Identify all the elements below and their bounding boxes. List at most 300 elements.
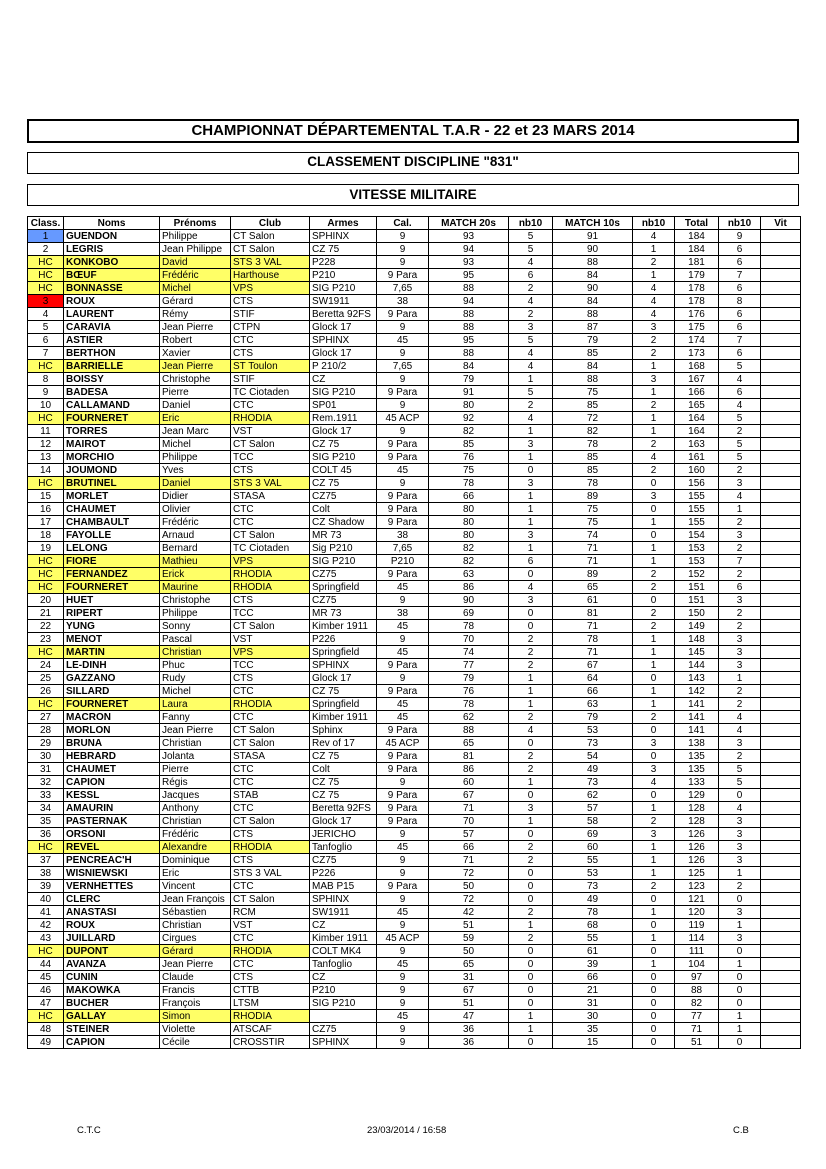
caliber-cell: 45: [377, 698, 429, 711]
club-cell: RHODIA: [231, 568, 310, 581]
nb10-cell: 0: [509, 867, 553, 880]
first-name-cell: Cécile: [160, 1036, 231, 1049]
match10-cell: 62: [553, 789, 633, 802]
vit-cell: [761, 828, 801, 841]
first-name-cell: Philippe: [160, 451, 231, 464]
club-cell: CTC: [231, 763, 310, 776]
nb10-cell: 4: [509, 360, 553, 373]
nb10-cell: 4: [509, 295, 553, 308]
nb10-cell: 2: [509, 932, 553, 945]
first-name-cell: Maurine: [160, 581, 231, 594]
club-cell: CT Salon: [231, 815, 310, 828]
first-name-cell: Philippe: [160, 230, 231, 243]
nb10-cell: 3: [719, 529, 761, 542]
weapon-cell: SW1911: [310, 295, 377, 308]
table-row: [28, 867, 801, 880]
table-row: [28, 971, 801, 984]
nb10-cell: 2: [509, 711, 553, 724]
rank-cell: 39: [28, 880, 64, 893]
weapon-cell: CZ 75: [310, 477, 377, 490]
total-cell: 126: [675, 828, 719, 841]
club-cell: CT Salon: [231, 724, 310, 737]
nb10-cell: 5: [509, 243, 553, 256]
match10-cell: 61: [553, 945, 633, 958]
caliber-cell: 9 Para: [377, 386, 429, 399]
club-cell: CT Salon: [231, 893, 310, 906]
match10-cell: 15: [553, 1036, 633, 1049]
nb10-cell: 3: [719, 477, 761, 490]
match20-cell: 77: [429, 659, 509, 672]
match10-cell: 78: [553, 438, 633, 451]
match20-cell: 76: [429, 451, 509, 464]
vit-cell: [761, 295, 801, 308]
club-cell: CTC: [231, 932, 310, 945]
nb10-cell: 2: [719, 568, 761, 581]
caliber-cell: 9: [377, 373, 429, 386]
caliber-cell: 9: [377, 854, 429, 867]
vit-cell: [761, 243, 801, 256]
nb10-cell: 4: [633, 282, 675, 295]
vit-cell: [761, 932, 801, 945]
nb10-cell: 0: [719, 789, 761, 802]
name-cell: PENCREAC'H: [64, 854, 160, 867]
club-cell: CTTB: [231, 984, 310, 997]
club-cell: CTS: [231, 971, 310, 984]
club-cell: STIF: [231, 308, 310, 321]
rank-cell: 8: [28, 373, 64, 386]
weapon-cell: CZ75: [310, 490, 377, 503]
match10-cell: 64: [553, 672, 633, 685]
match20-cell: 50: [429, 880, 509, 893]
first-name-cell: Xavier: [160, 347, 231, 360]
vit-cell: [761, 321, 801, 334]
name-cell: ANASTASI: [64, 906, 160, 919]
first-name-cell: Frédéric: [160, 269, 231, 282]
match20-cell: 65: [429, 958, 509, 971]
nb10-cell: 3: [719, 633, 761, 646]
club-cell: CTS: [231, 854, 310, 867]
total-cell: 167: [675, 373, 719, 386]
name-cell: WISNIEWSKI: [64, 867, 160, 880]
match10-cell: 75: [553, 503, 633, 516]
match10-cell: 79: [553, 334, 633, 347]
vit-cell: [761, 620, 801, 633]
name-cell: MARTIN: [64, 646, 160, 659]
club-cell: ST Toulon: [231, 360, 310, 373]
table-row: [28, 568, 801, 581]
name-cell: MORCHIO: [64, 451, 160, 464]
first-name-cell: Michel: [160, 282, 231, 295]
nb10-cell: 1: [633, 269, 675, 282]
nb10-cell: 1: [509, 698, 553, 711]
match10-cell: 65: [553, 581, 633, 594]
total-cell: 141: [675, 698, 719, 711]
club-cell: VPS: [231, 555, 310, 568]
table-row: [28, 698, 801, 711]
name-cell: BRUNA: [64, 737, 160, 750]
match20-cell: 67: [429, 789, 509, 802]
name-cell: GALLAY: [64, 1010, 160, 1023]
weapon-cell: SPHINX: [310, 659, 377, 672]
club-cell: STASA: [231, 750, 310, 763]
nb10-cell: 1: [509, 1010, 553, 1023]
footer-right: C.B: [733, 1125, 749, 1136]
rank-cell: 20: [28, 594, 64, 607]
rank-cell: 21: [28, 607, 64, 620]
table-row: [28, 321, 801, 334]
nb10-cell: 2: [633, 347, 675, 360]
nb10-cell: 1: [633, 867, 675, 880]
match20-cell: 94: [429, 295, 509, 308]
vit-cell: [761, 516, 801, 529]
vit-cell: [761, 737, 801, 750]
rank-cell: 4: [28, 308, 64, 321]
nb10-cell: 2: [633, 607, 675, 620]
match20-cell: 95: [429, 334, 509, 347]
match10-cell: 73: [553, 737, 633, 750]
nb10-cell: 0: [633, 1010, 675, 1023]
rank-cell: 47: [28, 997, 64, 1010]
rank-cell: HC: [28, 1010, 64, 1023]
caliber-cell: 9: [377, 477, 429, 490]
nb10-cell: 1: [509, 503, 553, 516]
club-cell: RHODIA: [231, 945, 310, 958]
nb10-cell: 1: [509, 516, 553, 529]
first-name-cell: Robert: [160, 334, 231, 347]
club-cell: CT Salon: [231, 620, 310, 633]
club-cell: RHODIA: [231, 841, 310, 854]
name-cell: FOURNERET: [64, 698, 160, 711]
table-row: [28, 555, 801, 568]
category-heading: VITESSE MILITAIRE: [27, 184, 799, 206]
vit-cell: [761, 698, 801, 711]
match10-cell: 90: [553, 243, 633, 256]
rank-cell: HC: [28, 256, 64, 269]
club-cell: CTS: [231, 295, 310, 308]
name-cell: BUCHER: [64, 997, 160, 1010]
match10-cell: 71: [553, 620, 633, 633]
first-name-cell: Pierre: [160, 386, 231, 399]
table-row: [28, 334, 801, 347]
total-cell: 126: [675, 841, 719, 854]
total-cell: 164: [675, 412, 719, 425]
total-cell: 155: [675, 503, 719, 516]
first-name-cell: Christian: [160, 646, 231, 659]
table-row: [28, 841, 801, 854]
caliber-cell: 9 Para: [377, 880, 429, 893]
caliber-cell: 38: [377, 529, 429, 542]
col-header: Class.: [28, 217, 64, 230]
match10-cell: 66: [553, 685, 633, 698]
match10-cell: 60: [553, 841, 633, 854]
total-cell: 142: [675, 685, 719, 698]
club-cell: TCC: [231, 607, 310, 620]
nb10-cell: 3: [719, 737, 761, 750]
match20-cell: 65: [429, 737, 509, 750]
nb10-cell: 3: [719, 828, 761, 841]
nb10-cell: 4: [633, 308, 675, 321]
caliber-cell: 9: [377, 243, 429, 256]
rank-cell: 7: [28, 347, 64, 360]
first-name-cell: Arnaud: [160, 529, 231, 542]
table-row: [28, 243, 801, 256]
match20-cell: 82: [429, 542, 509, 555]
nb10-cell: 2: [719, 516, 761, 529]
caliber-cell: 9 Para: [377, 815, 429, 828]
vit-cell: [761, 880, 801, 893]
vit-cell: [761, 594, 801, 607]
match20-cell: 63: [429, 568, 509, 581]
table-row: [28, 373, 801, 386]
total-cell: 111: [675, 945, 719, 958]
weapon-cell: COLT MK4: [310, 945, 377, 958]
rank-cell: 32: [28, 776, 64, 789]
total-cell: 128: [675, 815, 719, 828]
rank-cell: 15: [28, 490, 64, 503]
rank-cell: 48: [28, 1023, 64, 1036]
rank-cell: 31: [28, 763, 64, 776]
vit-cell: [761, 581, 801, 594]
nb10-cell: 3: [509, 529, 553, 542]
col-header: nb10: [633, 217, 675, 230]
match20-cell: 80: [429, 503, 509, 516]
total-cell: 143: [675, 672, 719, 685]
name-cell: YUNG: [64, 620, 160, 633]
vit-cell: [761, 451, 801, 464]
total-cell: 155: [675, 490, 719, 503]
table-row: [28, 516, 801, 529]
nb10-cell: 0: [509, 828, 553, 841]
name-cell: MENOT: [64, 633, 160, 646]
caliber-cell: 9: [377, 633, 429, 646]
total-cell: 120: [675, 906, 719, 919]
nb10-cell: 1: [509, 815, 553, 828]
table-row: [28, 919, 801, 932]
nb10-cell: 0: [633, 529, 675, 542]
nb10-cell: 2: [633, 438, 675, 451]
match20-cell: 66: [429, 490, 509, 503]
footer-timestamp: 23/03/2014 / 16:58: [367, 1125, 447, 1136]
nb10-cell: 1: [633, 412, 675, 425]
total-cell: 141: [675, 724, 719, 737]
match20-cell: 62: [429, 711, 509, 724]
weapon-cell: CZ 75: [310, 789, 377, 802]
nb10-cell: 1: [633, 854, 675, 867]
nb10-cell: 3: [509, 438, 553, 451]
rank-cell: HC: [28, 477, 64, 490]
total-cell: 173: [675, 347, 719, 360]
match10-cell: 78: [553, 477, 633, 490]
club-cell: CTS: [231, 464, 310, 477]
table-row: [28, 529, 801, 542]
match20-cell: 36: [429, 1036, 509, 1049]
total-cell: 166: [675, 386, 719, 399]
vit-cell: [761, 230, 801, 243]
nb10-cell: 4: [719, 711, 761, 724]
club-cell: RHODIA: [231, 412, 310, 425]
club-cell: RCM: [231, 906, 310, 919]
nb10-cell: 2: [509, 659, 553, 672]
vit-cell: [761, 568, 801, 581]
col-header: Cal.: [377, 217, 429, 230]
rank-cell: 34: [28, 802, 64, 815]
nb10-cell: 0: [633, 1023, 675, 1036]
vit-cell: [761, 334, 801, 347]
club-cell: CT Salon: [231, 529, 310, 542]
name-cell: CHAUMET: [64, 763, 160, 776]
vit-cell: [761, 711, 801, 724]
nb10-cell: 1: [633, 360, 675, 373]
rank-cell: 29: [28, 737, 64, 750]
caliber-cell: 9 Para: [377, 789, 429, 802]
nb10-cell: 0: [633, 724, 675, 737]
weapon-cell: Glock 17: [310, 815, 377, 828]
table-row: [28, 802, 801, 815]
club-cell: CT Salon: [231, 737, 310, 750]
nb10-cell: 4: [719, 724, 761, 737]
nb10-cell: 0: [509, 971, 553, 984]
name-cell: AVANZA: [64, 958, 160, 971]
caliber-cell: 9: [377, 230, 429, 243]
weapon-cell: P226: [310, 867, 377, 880]
name-cell: MAKOWKA: [64, 984, 160, 997]
table-row: [28, 711, 801, 724]
name-cell: VERNHETTES: [64, 880, 160, 893]
nb10-cell: 7: [719, 269, 761, 282]
weapon-cell: SIG P210: [310, 997, 377, 1010]
vit-cell: [761, 906, 801, 919]
match10-cell: 85: [553, 464, 633, 477]
rank-cell: HC: [28, 646, 64, 659]
weapon-cell: Sphinx: [310, 724, 377, 737]
vit-cell: [761, 646, 801, 659]
col-header: Vit: [761, 217, 801, 230]
weapon-cell: CZ75: [310, 1023, 377, 1036]
club-cell: CTC: [231, 711, 310, 724]
match10-cell: 89: [553, 490, 633, 503]
nb10-cell: 1: [633, 516, 675, 529]
nb10-cell: 6: [509, 555, 553, 568]
club-cell: CT Salon: [231, 438, 310, 451]
nb10-cell: 2: [509, 633, 553, 646]
caliber-cell: 9 Para: [377, 503, 429, 516]
table-row: [28, 1010, 801, 1023]
weapon-cell: SPHINX: [310, 334, 377, 347]
match20-cell: 92: [429, 412, 509, 425]
vit-cell: [761, 893, 801, 906]
name-cell: LEGRIS: [64, 243, 160, 256]
table-row: [28, 776, 801, 789]
nb10-cell: 3: [719, 906, 761, 919]
table-row: [28, 490, 801, 503]
nb10-cell: 4: [633, 295, 675, 308]
first-name-cell: Bernard: [160, 542, 231, 555]
nb10-cell: 4: [509, 724, 553, 737]
table-row: [28, 997, 801, 1010]
name-cell: PASTERNAK: [64, 815, 160, 828]
nb10-cell: 1: [719, 919, 761, 932]
total-cell: 153: [675, 542, 719, 555]
weapon-cell: Tanfoglio: [310, 958, 377, 971]
table-row: [28, 646, 801, 659]
total-cell: 161: [675, 451, 719, 464]
vit-cell: [761, 672, 801, 685]
match20-cell: 69: [429, 607, 509, 620]
first-name-cell: Dominique: [160, 854, 231, 867]
name-cell: CAPION: [64, 1036, 160, 1049]
vit-cell: [761, 308, 801, 321]
vit-cell: [761, 529, 801, 542]
caliber-cell: P210: [377, 555, 429, 568]
caliber-cell: 9 Para: [377, 724, 429, 737]
results-table: [27, 216, 801, 1049]
discipline-heading: CLASSEMENT DISCIPLINE "831": [27, 152, 799, 174]
match20-cell: 91: [429, 386, 509, 399]
match20-cell: 72: [429, 867, 509, 880]
name-cell: FERNANDEZ: [64, 568, 160, 581]
table-row: [28, 308, 801, 321]
name-cell: MORLON: [64, 724, 160, 737]
total-cell: 104: [675, 958, 719, 971]
weapon-cell: Sig P210: [310, 542, 377, 555]
total-cell: 153: [675, 555, 719, 568]
caliber-cell: 9 Para: [377, 685, 429, 698]
nb10-cell: 2: [633, 815, 675, 828]
club-cell: TCC: [231, 659, 310, 672]
weapon-cell: Kimber 1911: [310, 932, 377, 945]
table-row: [28, 477, 801, 490]
first-name-cell: Jean Pierre: [160, 321, 231, 334]
first-name-cell: Jacques: [160, 789, 231, 802]
nb10-cell: 2: [509, 750, 553, 763]
vit-cell: [761, 685, 801, 698]
weapon-cell: CZ 75: [310, 776, 377, 789]
club-cell: ATSCAF: [231, 1023, 310, 1036]
club-cell: CTPN: [231, 321, 310, 334]
match20-cell: 47: [429, 1010, 509, 1023]
match20-cell: 75: [429, 464, 509, 477]
rank-cell: 38: [28, 867, 64, 880]
rank-cell: 42: [28, 919, 64, 932]
total-cell: 181: [675, 256, 719, 269]
match20-cell: 60: [429, 776, 509, 789]
match20-cell: 88: [429, 347, 509, 360]
first-name-cell: Régis: [160, 776, 231, 789]
weapon-cell: Colt: [310, 763, 377, 776]
table-row: [28, 893, 801, 906]
nb10-cell: 3: [633, 737, 675, 750]
total-cell: 135: [675, 763, 719, 776]
total-cell: 123: [675, 880, 719, 893]
nb10-cell: 1: [633, 386, 675, 399]
table-row: [28, 295, 801, 308]
nb10-cell: 1: [633, 646, 675, 659]
nb10-cell: 4: [509, 256, 553, 269]
table-row: [28, 789, 801, 802]
match20-cell: 93: [429, 230, 509, 243]
total-cell: 149: [675, 620, 719, 633]
col-header: nb10: [509, 217, 553, 230]
table-row: [28, 854, 801, 867]
nb10-cell: 2: [509, 282, 553, 295]
page-title: CHAMPIONNAT DÉPARTEMENTAL T.A.R - 22 et 23 MARS 2014: [27, 119, 799, 143]
nb10-cell: 3: [509, 802, 553, 815]
match10-cell: 90: [553, 282, 633, 295]
table-row: [28, 984, 801, 997]
caliber-cell: 9: [377, 425, 429, 438]
nb10-cell: 1: [633, 685, 675, 698]
first-name-cell: Christophe: [160, 373, 231, 386]
